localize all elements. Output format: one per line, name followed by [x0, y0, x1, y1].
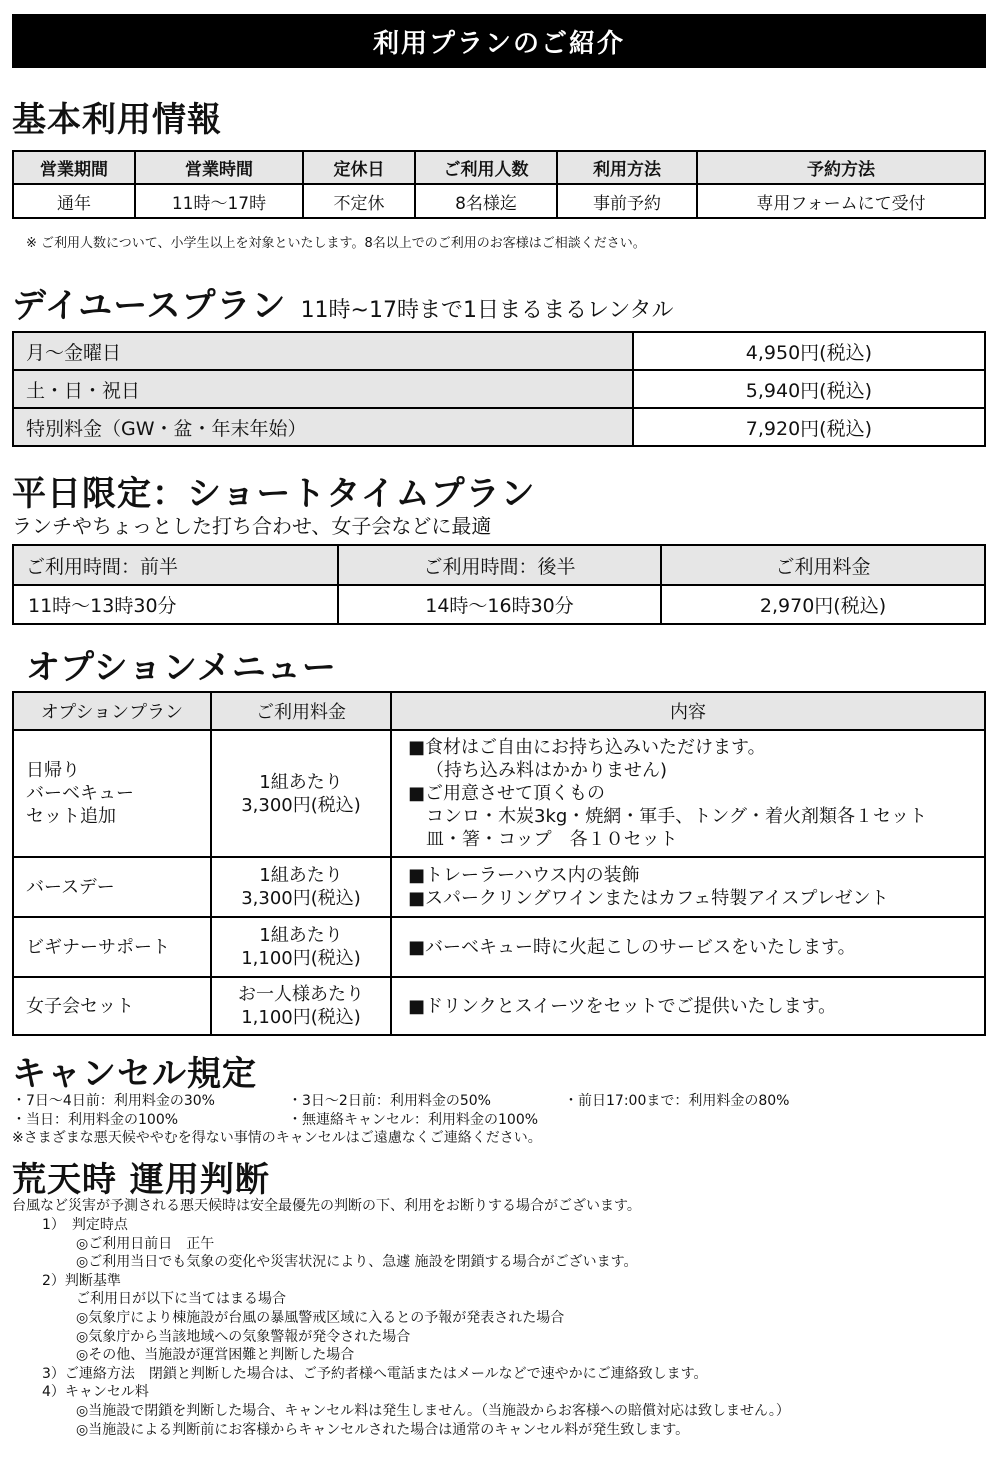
storm-line: ◎気象庁により棟施設が台風の暴風警戒区域に入るとの予報が発表された場合 — [76, 1309, 565, 1326]
storm-line: ◎ご利用日前日 正午 — [76, 1235, 215, 1252]
storm-line: 3）ご連絡方法 閉鎖と判断した場合は、ご予約者様へ電話またはメールなどで速やかにご連絡致します。 — [42, 1365, 708, 1382]
header-cell: 定休日 — [303, 151, 415, 184]
option-name-line: ビギナーサポート — [26, 936, 170, 958]
option-fee-line: 1組あたり — [259, 865, 343, 886]
storm-line: ◎当施設で閉鎖を判断した場合、キャンセル料は発生しません。（当施設からお客様への賠償対応は致しません。） — [76, 1402, 790, 1419]
option-desc-line: ■トレーラーハウス内の装飾 — [408, 865, 640, 886]
dayuse-price: 7,920円(税込) — [633, 408, 985, 446]
header-cell: 内容 — [391, 692, 985, 730]
option-name — [13, 917, 211, 977]
option-fee — [211, 917, 391, 977]
option-fee-line: 1,100円(税込) — [241, 1007, 361, 1028]
table-row — [13, 370, 985, 408]
short-plan-title: 平日限定：ショートタイムプラン — [12, 474, 536, 514]
value-cell: 2,970円(税込) — [661, 585, 985, 624]
basic-info-value-row — [13, 184, 985, 218]
value-cell: 11時～13時30分 — [13, 585, 338, 624]
option-desc — [391, 857, 985, 917]
option-name — [13, 977, 211, 1035]
options-title: オプションメニュー — [26, 648, 337, 688]
header-cell: ご利用人数 — [415, 151, 557, 184]
dayuse-title-text: デイユースプラン — [12, 286, 287, 326]
option-desc-line: ■ご用意させて頂くもの — [408, 783, 606, 804]
table-row — [13, 332, 985, 370]
dayuse-subtitle: 11時~17時まで1日まるまるレンタル — [300, 298, 674, 323]
storm-lead: 台風など災害が予測される悪天候時は安全最優先の判断の下、利用をお断りする場合がございます。 — [12, 1198, 641, 1214]
cancel-item: ・3日～2日前：利用料金の50% — [288, 1093, 491, 1109]
cancel-title: キャンセル規定 — [12, 1054, 257, 1094]
option-name-line: バースデー — [26, 876, 115, 898]
storm-title: 荒天時 運用判断 — [12, 1160, 270, 1200]
storm-line: ご利用日が以下に当てはまる場合 — [76, 1291, 286, 1308]
header-cell: ご利用時間：前半 — [13, 545, 338, 585]
cancel-note: ※さまざまな悪天候ややむを得ない事情のキャンセルはご遠慮なくご連絡ください。 — [12, 1130, 542, 1146]
value-cell: 不定休 — [303, 184, 415, 218]
option-fee — [211, 730, 391, 857]
option-name-line: 日帰り — [26, 760, 80, 781]
page-banner: 利用プランのご紹介 — [12, 14, 986, 68]
header-cell: ご利用時間：後半 — [338, 545, 661, 585]
dayuse-price: 4,950円(税込) — [633, 332, 985, 370]
header-cell: オプションプラン — [13, 692, 211, 730]
table-row — [13, 408, 985, 446]
option-name — [13, 730, 211, 857]
basic-info-title: 基本利用情報 — [12, 100, 222, 140]
option-desc — [391, 977, 985, 1035]
cancel-item: ・7日～4日前：利用料金の30% — [12, 1093, 215, 1109]
header-cell: 利用方法 — [557, 151, 697, 184]
header-cell: ご利用料金 — [661, 545, 985, 585]
table-row — [13, 857, 985, 917]
header-cell: 予約方法 — [697, 151, 985, 184]
table-row — [13, 730, 985, 857]
value-cell: 事前予約 — [557, 184, 697, 218]
dayuse-label: 土・日・祝日 — [13, 370, 633, 408]
value-cell: 14時～16時30分 — [338, 585, 661, 624]
option-fee-line: 3,300円(税込) — [241, 794, 361, 816]
short-plan-lead: ランチやちょっとした打ち合わせ、女子会などに最適 — [12, 514, 492, 538]
table-row — [13, 977, 985, 1035]
storm-line: ◎気象庁から当該地域への気象警報が発令された場合 — [76, 1328, 411, 1345]
header-cell: 営業期間 — [13, 151, 135, 184]
dayuse-title — [12, 278, 674, 327]
value-cell: 通年 — [13, 184, 135, 218]
dayuse-price: 5,940円(税込) — [633, 370, 985, 408]
header-cell: ご利用料金 — [211, 692, 391, 730]
storm-line: 4）キャンセル料 — [42, 1384, 149, 1401]
storm-line: ◎ご利用当日でも気象の変化や災害状況により、急遽 施設を閉鎖する場合がございます。 — [76, 1254, 638, 1271]
option-desc-line: 皿・箸・コップ 各１０セット — [426, 829, 678, 850]
storm-line: ◎当施設による判断前にお客様からキャンセルされた場合は通常のキャンセル料が発生致します。 — [76, 1421, 690, 1438]
option-fee-line: 1組あたり — [259, 925, 343, 946]
option-fee — [211, 857, 391, 917]
option-name — [13, 857, 211, 917]
cancel-item: ・無連絡キャンセル：利用料金の100% — [288, 1112, 539, 1128]
dayuse-label: 特別料金（GW・盆・年末年始） — [13, 408, 633, 446]
value-cell: 専用フォームにて受付 — [697, 184, 985, 218]
value-cell: 11時～17時 — [135, 184, 303, 218]
option-desc-line: （持ち込み料はかかりません) — [426, 760, 668, 781]
storm-line: ◎その他、当施設が運営困難と判断した場合 — [76, 1347, 355, 1364]
option-name-line: バーベキュー — [26, 783, 134, 804]
header-cell: 営業時間 — [135, 151, 303, 184]
option-fee-line: 1組あたり — [259, 771, 343, 793]
option-desc-line: ■ドリンクとスイーツをセットでご提供いたします。 — [408, 995, 837, 1017]
option-desc-line: ■バーベキュー時に火起こしのサービスをいたします。 — [408, 936, 856, 958]
dayuse-price-table — [12, 331, 986, 447]
option-desc-line: ■スパークリングワインまたはカフェ特製アイスプレゼント — [408, 888, 889, 909]
table-row — [13, 545, 985, 585]
dayuse-label: 月～金曜日 — [13, 332, 633, 370]
option-desc — [391, 917, 985, 977]
cancel-item: ・当日：利用料金の100% — [12, 1112, 179, 1128]
basic-info-note: ※ ご利用人数について、小学生以上を対象といたします。8名以上でのご利用のお客様はご相談ください。 — [26, 236, 646, 251]
option-desc-line: ■食材はご自由にお持ち込みいただけます。 — [408, 737, 766, 758]
option-desc-line: コンロ・木炭3kg・焼網・軍手、トング・着火剤類各１セット — [426, 806, 927, 827]
storm-line: 2）判断基準 — [42, 1272, 121, 1289]
storm-list — [0, 1216, 1000, 1439]
option-fee-line: 3,300円(税込) — [241, 888, 361, 909]
option-name-line: 女子会セット — [26, 995, 134, 1017]
option-fee — [211, 977, 391, 1035]
table-row — [13, 917, 985, 977]
table-row — [13, 585, 985, 624]
options-table — [12, 691, 986, 1036]
option-desc — [391, 730, 985, 857]
basic-info-header-row — [13, 151, 985, 184]
value-cell: 8名様迄 — [415, 184, 557, 218]
option-fee-line: お一人様あたり — [238, 984, 364, 1005]
table-row — [13, 692, 985, 730]
option-name-line: セット追加 — [26, 806, 116, 827]
basic-info-table — [12, 150, 986, 219]
option-fee-line: 1,100円(税込) — [241, 948, 361, 969]
cancel-item: ・前日17:00まで：利用料金の80% — [564, 1093, 790, 1109]
short-plan-table — [12, 544, 986, 625]
storm-line: 1） 判定時点 — [42, 1217, 128, 1233]
